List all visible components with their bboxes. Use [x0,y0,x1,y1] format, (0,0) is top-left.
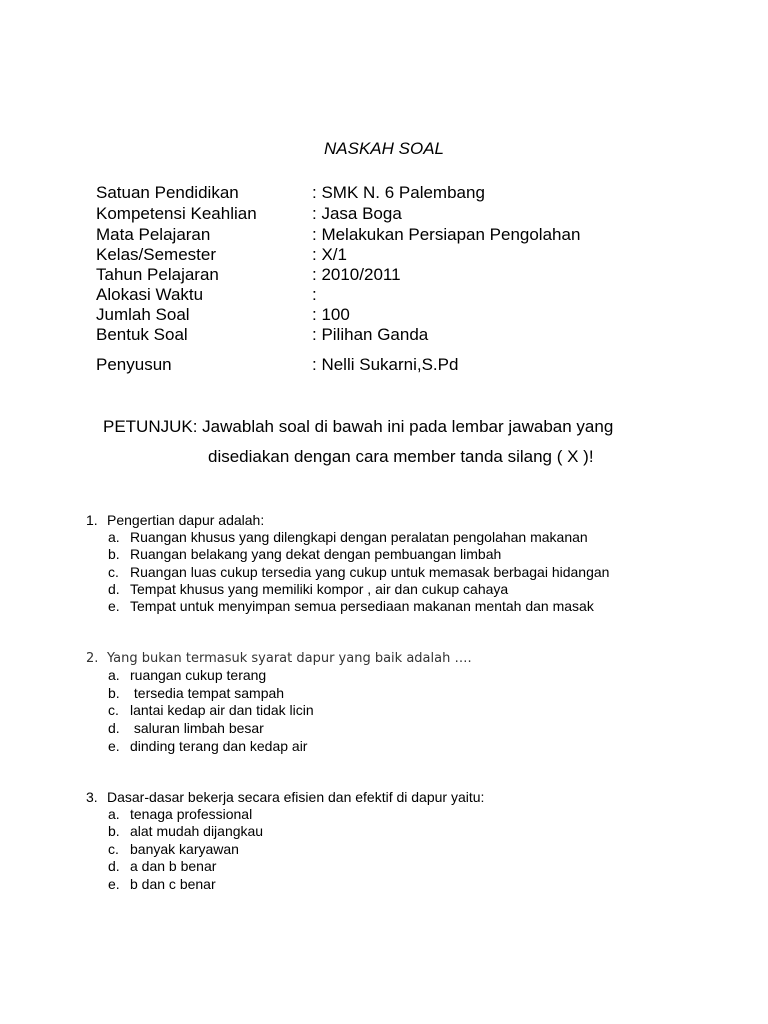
instructions-line-1: PETUNJUK: Jawablah soal di bawah ini pada lembar jawaban yang [103,417,614,436]
meta-value: : [312,285,317,304]
option-text: alat mudah dijangkau [130,823,264,839]
option-letter: d. [108,858,120,874]
meta-label: Mata Pelajaran [96,225,211,244]
page-title: NASKAH SOAL [324,139,444,158]
question-number: 3. [86,789,98,805]
meta-label: Tahun Pelajaran [96,265,219,284]
option-text: dinding terang dan kedap air [130,738,308,754]
option-letter: c. [108,841,119,857]
question-3-stem [86,789,484,805]
meta-label: Penyusun [96,355,172,374]
option-text: tersedia tempat sampah [130,685,285,701]
question-text: Pengertian dapur adalah: [107,512,265,528]
question-number: 2. [86,651,99,666]
option-letter: b. [108,546,120,562]
meta-label: Satuan Pendidikan [96,183,239,202]
meta-value: : Melakukan Persiapan Pengolahan [312,225,581,244]
meta-row-jumlah [96,305,350,325]
meta-value: : X/1 [312,245,347,264]
option-letter: a. [108,806,120,822]
option-text: banyak karyawan [130,841,239,857]
meta-row-kompetensi [96,204,402,224]
option-item [108,598,594,615]
meta-label: Kelas/Semester [96,245,216,264]
meta-value: : Jasa Boga [312,204,402,223]
option-text: Ruangan luas cukup tersedia yang cukup untuk memasak berbagai hidangan [130,564,610,580]
option-item [108,581,508,598]
option-text: tenaga professional [130,806,253,822]
option-text: a dan b benar [130,858,217,874]
meta-row-mata-pelajaran [96,225,580,245]
option-text: saluran limbah besar [130,720,264,736]
option-item [108,546,501,563]
question-number: 1. [86,512,98,528]
option-item [108,667,266,684]
question-1-stem [86,512,264,528]
option-text: Tempat khusus yang memiliki kompor , air dan cukup cahaya [130,581,509,597]
option-letter: b. [108,685,120,701]
meta-label: Jumlah Soal [96,305,190,324]
option-letter: e. [108,738,120,754]
option-item [108,841,239,858]
instructions-line-2: disediakan dengan cara member tanda silang ( X )! [208,447,594,466]
option-text: ruangan cukup terang [130,667,267,683]
option-letter: a. [108,529,120,545]
meta-label: Kompetensi Keahlian [96,204,257,223]
option-item [108,685,284,702]
option-letter: e. [108,598,120,614]
option-item [108,720,264,737]
option-letter: e. [108,876,120,892]
meta-row-tahun [96,265,401,285]
option-letter: c. [108,564,119,580]
option-letter: d. [108,720,120,736]
meta-value: : 100 [312,305,350,324]
question-text: Dasar-dasar bekerja secara efisien dan efektif di dapur yaitu: [107,789,485,805]
option-item [108,823,263,840]
meta-value: : SMK N. 6 Palembang [312,183,485,202]
option-item [108,876,216,893]
question-text: Yang bukan termasuk syarat dapur yang baik adalah …. [107,651,472,666]
option-letter: a. [108,667,120,683]
meta-row-penyusun [96,355,458,375]
meta-row-alokasi [96,285,317,305]
meta-value: : 2010/2011 [312,265,401,284]
option-letter: d. [108,581,120,597]
option-item [108,738,307,755]
meta-row-kelas [96,245,347,265]
meta-row-bentuk [96,325,428,345]
question-2-stem [86,651,472,666]
option-text: b dan c benar [130,876,216,892]
option-text: Ruangan khusus yang dilengkapi dengan peralatan pengolahan makanan [130,529,588,545]
option-text: lantai kedap air dan tidak licin [130,702,314,718]
meta-value: : Pilihan Ganda [312,325,429,344]
option-item [108,529,588,546]
option-letter: c. [108,702,119,718]
option-letter: b. [108,823,120,839]
option-text: Tempat untuk menyimpan semua persediaan makanan mentah dan masak [130,598,594,614]
meta-value: : Nelli Sukarni,S.Pd [312,355,459,374]
meta-label: Alokasi Waktu [96,285,204,304]
option-item [108,702,314,719]
meta-row-satuan [96,183,485,203]
option-item [108,858,216,875]
meta-label: Bentuk Soal [96,325,188,344]
option-item [108,806,252,823]
option-text: Ruangan belakang yang dekat dengan pembuangan limbah [130,546,502,562]
option-item [108,564,609,581]
